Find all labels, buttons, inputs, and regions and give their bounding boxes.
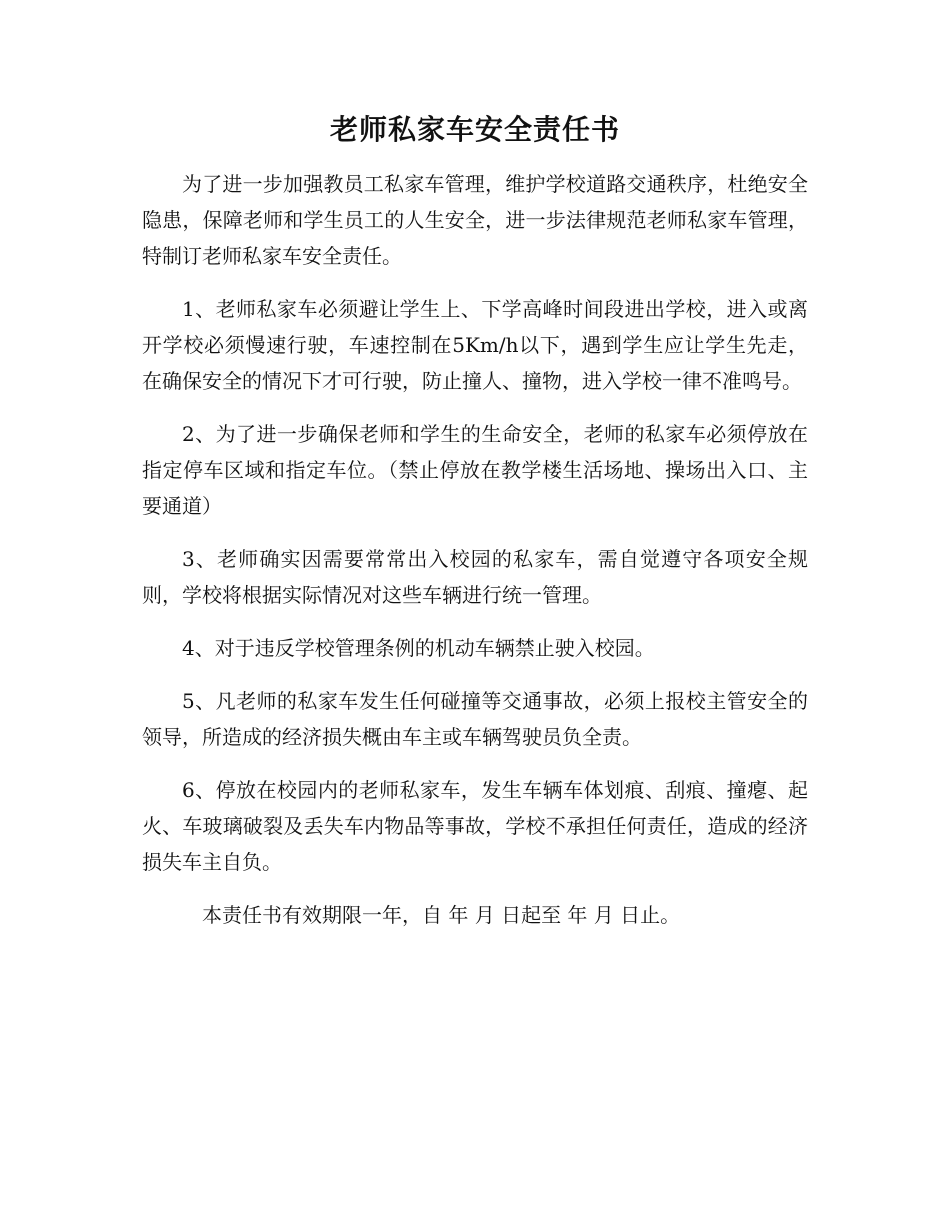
validity-period-paragraph: 本责任书有效期限一年，自 年 月 日起至 年 月 日止。 xyxy=(202,903,681,927)
clause-4-paragraph: 4、对于违反学校管理条例的机动车辆禁止驶入校园。 xyxy=(182,636,655,660)
clause-2-paragraph: 2、为了进一步确保老师和学生的生命安全，老师的私家车必须停放在指定停车区域和指定车位。（禁止停放在教学楼生活场地、操场出入口、主要通道） xyxy=(142,422,808,518)
document-title: 老师私家车安全责任书 xyxy=(329,113,620,146)
document-body xyxy=(142,166,808,933)
clause-6-paragraph: 6、停放在校园内的老师私家车，发生车辆车体划痕、刮痕、撞瘪、起火、车玻璃破裂及丢失车内物品等事故，学校不承担任何责任，造成的经济损失车主自负。 xyxy=(142,778,808,874)
clause-3-paragraph: 3、老师确实因需要常常出入校园的私家车，需自觉遵守各项安全规则，学校将根据实际情况对这些车辆进行统一管理。 xyxy=(142,547,808,607)
clause-5-paragraph: 5、凡老师的私家车发生任何碰撞等交通事故，必须上报校主管安全的领导，所造成的经济损失概由车主或车辆驾驶员负全责。 xyxy=(142,689,808,749)
intro-paragraph: 为了进一步加强教员工私家车管理，维护学校道路交通秩序，杜绝安全隐患，保障老师和学生员工的人生安全，进一步法律规范老师私家车管理，特制订老师私家车安全责任。 xyxy=(142,172,808,268)
clause-1-paragraph: 1、老师私家车必须避让学生上、下学高峰时间段进出学校，进入或离开学校必须慢速行驶，车速控制在5Km/h以下，遇到学生应让学生先走，在确保安全的情况下才可行驶，防止撞人、撞物，进入学校一律不准鸣号。 xyxy=(142,297,808,393)
